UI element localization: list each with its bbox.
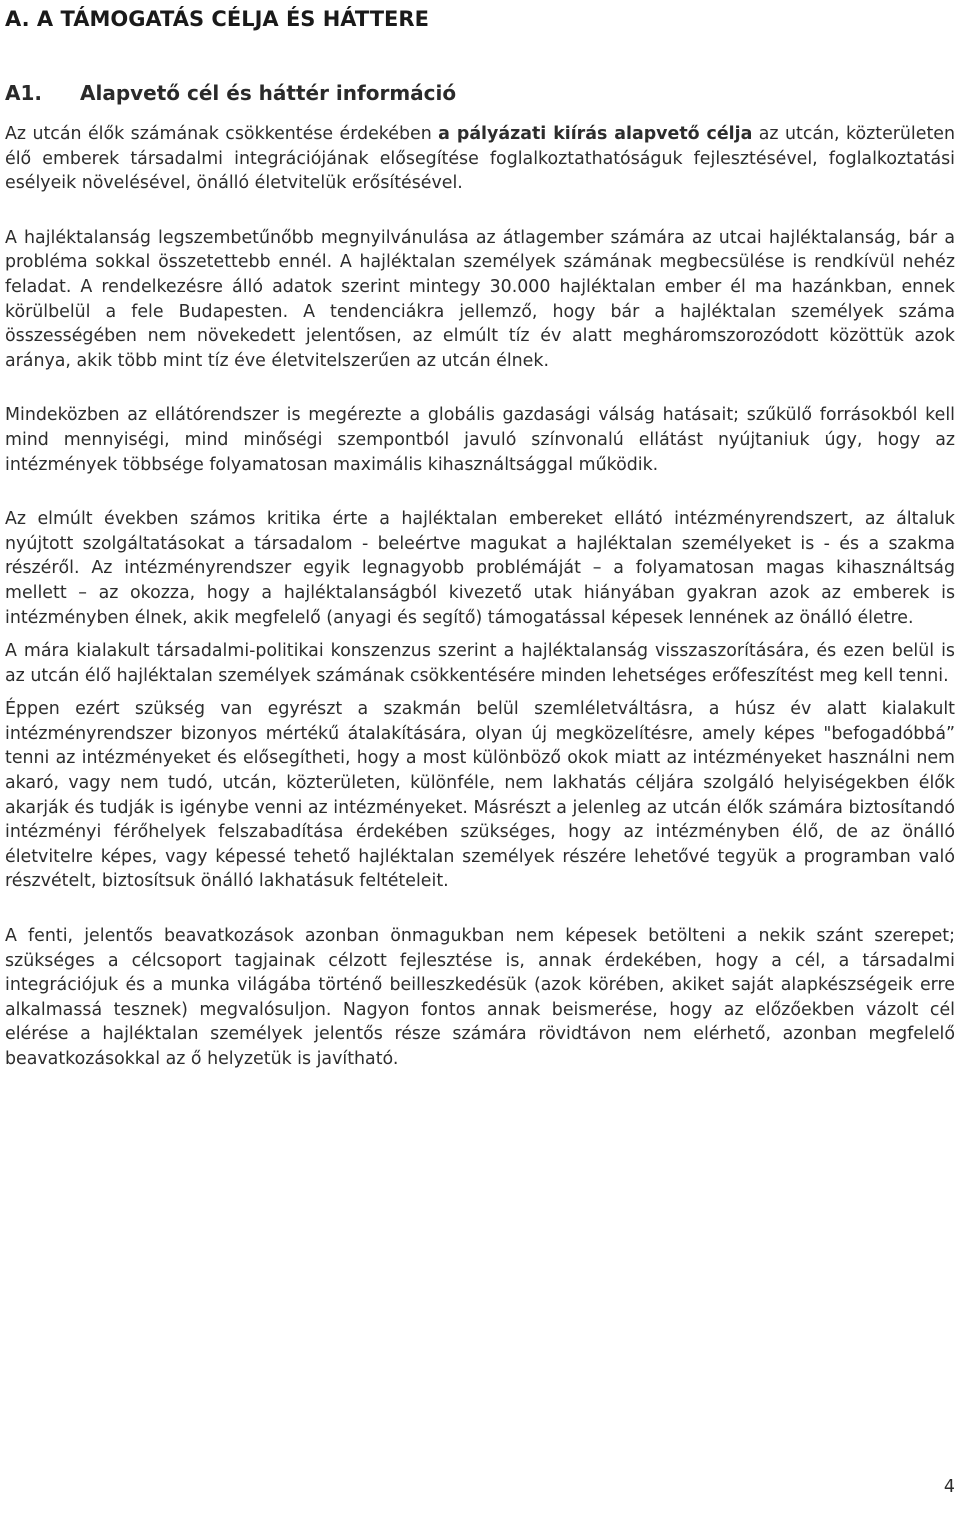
paragraph-goal-bold: a pályázati kiírás alapvető célja xyxy=(438,124,753,144)
document-page xyxy=(5,0,955,1072)
paragraph-approach-change: Éppen ezért szükség van egyrészt a szakmán belül szemléletváltásra, a húsz év alatt kialakult intézményrendszer bizonyos mértékű átalakítására, olyan új megközelítésre, amely képes "befogadóbbá” tenni az intézményeket és elősegítheti, hogy a most különböző okok miatt az intézményeket használni nem akaró, vagy nem tudó, utcán, közterületen, különféle, nem lakhatás céljára szolgáló helyiségekben élők akarják és tudják is igénybe venni az intézményeket. Másrészt a jelenleg az utcán élők számára biztosítandó intézményi férőhelyek felszabadítása érdekében szükséges, hogy az intézményben élő, de az önálló életvitelre képes, vagy képessé tehető hajléktalan személyek részére lehetővé tegyük a programban való részvételt, biztosítsuk önálló lakhatásuk feltételeit. xyxy=(5,699,955,892)
paragraph-criticism: Az elmúlt években számos kritika érte a hajléktalan embereket ellátó intézményrendszert, az általuk nyújtott szolgáltatásokat a társadalom - beleértve magukat a hajléktalan személyeket is - és a szakma részéről. Az intézményrendszer egyik legnagyobb problémáját – a folyamatosan magas kihasználtság mellett – az okozza, hogy a hajléktalanságból kivezető utak hiányában gyakran azok az emberek is intézményben élnek, akik megfelelő (anyagi és segítő) támogatással képesek lennének az önálló életre. xyxy=(5,509,955,628)
subsection-heading xyxy=(5,80,955,106)
subsection-title: Alapvető cél és háttér információ xyxy=(80,81,457,105)
page-number: 4 xyxy=(943,1477,955,1497)
paragraph-homelessness: A hajléktalanság legszembetűnőbb megnyilvánulása az átlagember számára az utcai hajléktalanság, bár a probléma sokkal összetettebb ennél. A hajléktalan személyek számának megbecsülése is rendkívül nehéz feladat. A rendelkezésre álló adatok szerint mintegy 30.000 hajléktalan ember él ma hazánkban, ennek körülbelül a fele Budapesten. A tendenciákra jellemző, hogy bár a hajléktalan személyek száma összességében nem növekedett jelentősen, az elmúlt tíz év alatt megháromszorozódott közöttük azok aránya, akik több mint tíz éve életvitelszerűen az utcán élnek. xyxy=(5,227,955,371)
paragraph-goal-post: az utcán, közterületen élő emberek társadalmi integrációjának elősegítése foglalkoztathatóságuk fejlesztésével, foglalkoztatási esélyeik növelésével, önálló életvitelük erősítésével. xyxy=(5,124,956,194)
paragraph-care-system: Mindeközben az ellátórendszer is megérezte a globális gazdasági válság hatásait; szűkülő forrásokból kell mind mennyiségi, mind minőségi szempontból javuló színvonalú ellátást nyújtaniuk úgy, hogy az intézmények többsége folyamatosan maximális kihasználtsággal működik. xyxy=(5,405,955,475)
subsection-number: A1. xyxy=(5,81,42,105)
paragraph-consensus: A mára kialakult társadalmi-politikai konszenzus szerint a hajléktalanság visszaszorítására, és ezen belül is az utcán élő hajléktalan személyek számának csökkentésére minden lehetséges erőfeszítést meg kell tenni. xyxy=(5,641,955,686)
paragraph-goal xyxy=(5,122,955,196)
section-heading: A. A TÁMOGATÁS CÉLJA ÉS HÁTTERE xyxy=(5,7,429,31)
paragraph-interventions: A fenti, jelentős beavatkozások azonban önmagukban nem képesek betölteni a nekik szánt szerepet; szükséges a célcsoport tagjainak célzott fejlesztése is, annak érdekében, hogy a cél, a társadalmi integrációjuk és a munka világába történő beilleszkedésük (azok körében, akiket saját alapkészségeik erre alkalmassá tesznek) megvalósuljon. Nagyon fontos annak beismerése, hogy az előzőekben vázolt cél elérése a hajléktalan személyek jelentős része számára rövidtávon nem elérhető, azonban megfelelő beavatkozásokkal az ő helyzetük is javítható. xyxy=(5,926,955,1069)
paragraph-goal-pre: Az utcán élők számának csökkentése érdekében xyxy=(5,124,439,144)
